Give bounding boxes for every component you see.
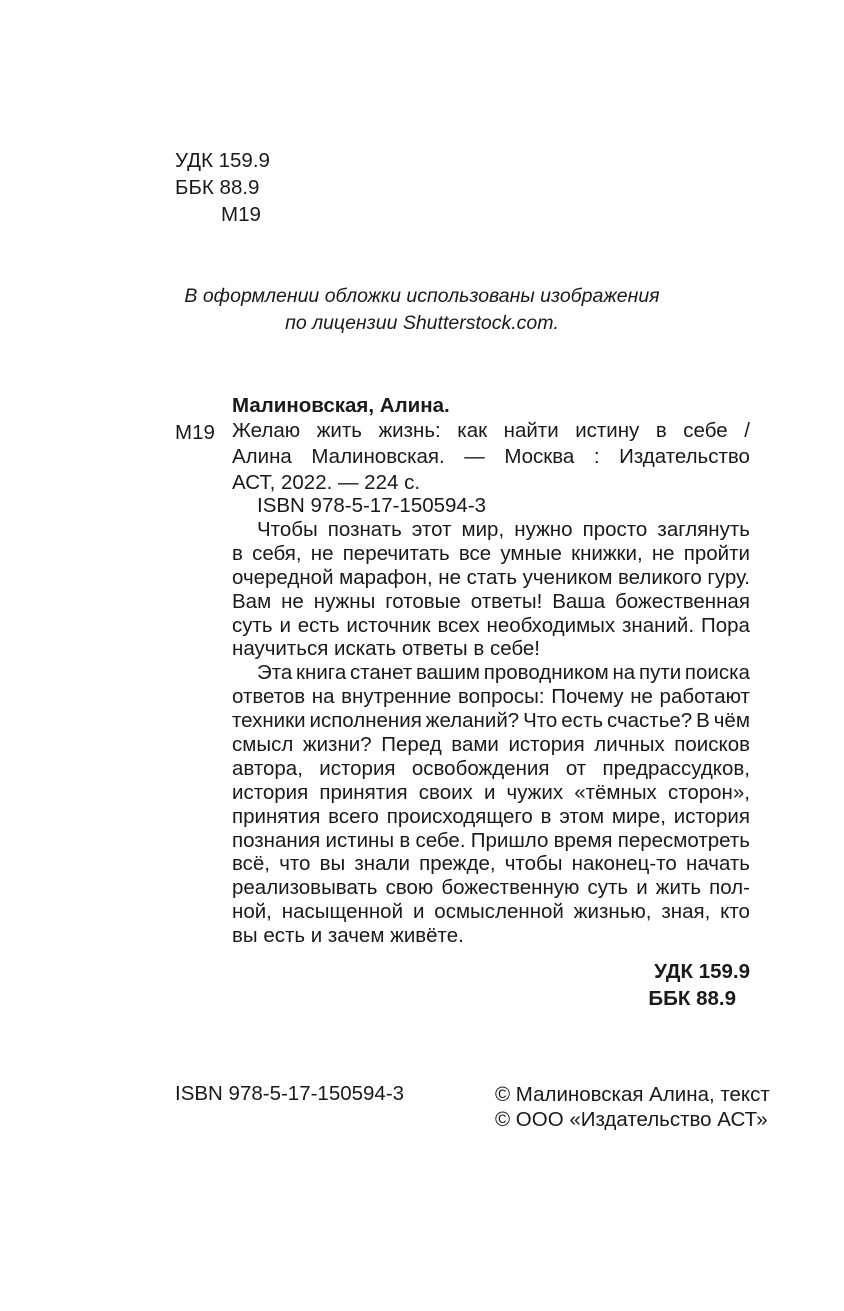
annotation-word: Эта	[257, 661, 293, 685]
copyright-line: © Малиновская Алина, текст	[495, 1083, 770, 1106]
annotation-word: познать	[327, 518, 402, 541]
annotation-word: работают	[659, 685, 750, 709]
annotation-word: не	[438, 565, 462, 589]
annotation-word: станет	[349, 661, 413, 685]
cover-credit-line: В оформлении обложки использованы изображения	[184, 285, 660, 307]
annotation-line	[232, 876, 750, 900]
annotation-word: осмысленной	[434, 900, 564, 924]
annotation-line	[232, 542, 750, 566]
copyright-line: © ООО «Издательство АСТ»	[495, 1108, 768, 1131]
isbn-entry: ISBN 978-5-17-150594-3	[257, 494, 487, 517]
biblio-word: Издательство	[619, 445, 750, 468]
biblio-word: Алина	[232, 445, 292, 468]
annotation-word: принятия	[319, 780, 408, 804]
footer-isbn: ISBN 978-5-17-150594-3	[175, 1082, 405, 1105]
biblio-word: /	[744, 419, 750, 442]
annotation-line	[232, 590, 750, 614]
annotation-word: ответов	[232, 685, 306, 709]
annotation-word: зная,	[661, 900, 711, 924]
author-sign: М19	[221, 203, 261, 226]
author-sign-code: М19	[175, 421, 215, 444]
biblio-word: жить	[316, 419, 362, 442]
bbk-code: ББК 88.9	[648, 987, 736, 1010]
annotation-word: своих	[418, 780, 473, 804]
annotation-word: есть	[297, 613, 340, 637]
annotation-word: Почему	[551, 685, 624, 709]
annotation-word: поиска	[684, 661, 750, 685]
annotation-line: научиться искать ответы в себе!	[232, 637, 540, 661]
annotation-word: Вам	[232, 589, 272, 613]
annotation-word: нужны	[313, 589, 376, 613]
annotation-word: мире,	[611, 804, 666, 828]
annotation-line	[232, 781, 750, 805]
classification-block-bottom	[610, 958, 750, 1012]
annotation-word: истины	[325, 828, 395, 852]
annotation-word: личных	[594, 733, 665, 757]
annotation-word: от	[565, 756, 587, 780]
annotation-word: божественная	[615, 589, 750, 613]
biblio-word: Малиновская.	[311, 445, 445, 468]
annotation-word: пол-	[709, 876, 750, 900]
annotation-word: жить	[655, 876, 701, 900]
annotation-word: перечитать	[342, 541, 450, 565]
annotation-word: просто	[582, 518, 648, 541]
annotation-word: жизнью,	[573, 900, 652, 924]
annotation-word: умные	[500, 541, 562, 565]
annotation-word: знали	[354, 852, 410, 876]
biblio-word: —	[464, 445, 485, 468]
annotation-word: чтобы	[504, 852, 563, 876]
annotation-word: история	[319, 756, 396, 780]
annotation-word: проводником	[483, 661, 609, 685]
annotation-word: «тёмных	[574, 780, 657, 804]
annotation-word: история	[508, 733, 585, 757]
annotation-word: себя,	[252, 541, 302, 565]
annotation-line	[232, 518, 750, 542]
annotation-word: предрассудков,	[602, 756, 750, 780]
annotation-word: готовые	[385, 589, 461, 613]
annotation-line	[232, 614, 750, 638]
annotation-word: не	[651, 541, 675, 565]
annotation-word: смысл	[232, 733, 294, 757]
annotation-word: Пришло	[470, 828, 549, 852]
annotation-word: божественную	[441, 876, 580, 900]
annotation-word: заглянуть	[657, 518, 750, 541]
annotation-line	[232, 900, 750, 924]
biblio-line-3	[232, 470, 750, 496]
annotation-word: нужно	[514, 518, 573, 541]
annotation-word: что	[279, 852, 311, 876]
annotation-word: суть	[587, 876, 629, 900]
annotation-word: пройти	[683, 541, 750, 565]
annotation-line	[232, 661, 750, 685]
annotation-word: вами	[451, 733, 499, 757]
annotation-line	[232, 757, 750, 781]
annotation-word: техники	[232, 709, 306, 733]
annotation-word: не	[281, 589, 304, 613]
annotation-word: освобождения	[411, 756, 550, 780]
annotation-word: себе.	[415, 828, 466, 852]
bibliographic-description	[232, 418, 750, 496]
annotation-word: знаний.	[622, 613, 695, 637]
annotation-word: чужих	[506, 780, 564, 804]
annotation-line	[232, 709, 750, 733]
annotation-word: время	[553, 828, 613, 852]
annotation-word: есть	[561, 709, 604, 733]
annotation-word: на	[612, 661, 636, 685]
annotation-word: всех	[437, 613, 480, 637]
annotation-word: вашим	[415, 661, 481, 685]
annotation-word: в	[232, 541, 243, 565]
annotation-word: ответы!	[470, 589, 543, 613]
biblio-word: Москва	[504, 445, 575, 468]
annotation-word: желаний?	[425, 709, 520, 733]
author-heading: Малиновская, Алина.	[232, 394, 450, 417]
cover-credit	[0, 283, 844, 337]
annotation-word: и	[636, 876, 648, 900]
biblio-word: как	[457, 419, 488, 442]
annotation-word: великого	[618, 565, 702, 589]
biblio-line-1	[232, 418, 750, 444]
annotation-word: познания	[232, 828, 321, 852]
annotation-word: принятия	[232, 804, 321, 828]
annotation-word: жизни?	[302, 733, 372, 757]
annotation-word: Ваша	[552, 589, 606, 613]
biblio-line-2	[232, 444, 750, 470]
annotation-line	[232, 733, 750, 757]
annotation-word: история	[232, 780, 309, 804]
cover-credit-line: по лицензии Shutterstock.com.	[285, 312, 559, 334]
biblio-word: жизнь:	[378, 419, 441, 442]
annotation-word: вопросы:	[457, 685, 545, 709]
annotation-word: не	[310, 541, 334, 565]
classification-block	[175, 147, 270, 228]
annotation-line	[232, 852, 750, 876]
annotation-word: и	[483, 780, 496, 804]
annotation-word: прежде,	[419, 852, 496, 876]
annotation-word: на	[311, 685, 335, 709]
annotation-word: вы	[319, 852, 346, 876]
annotation-word: начать	[686, 852, 750, 876]
annotation-word: стать	[466, 565, 518, 589]
annotation-word: поисков	[674, 733, 750, 757]
annotation-word: чём	[713, 709, 750, 733]
biblio-word: :	[593, 445, 600, 468]
annotation-line	[232, 566, 750, 590]
annotation-word: этом	[559, 804, 605, 828]
biblio-word: найти	[503, 419, 559, 442]
biblio-word: себе	[683, 419, 728, 442]
biblio-imprint: АСТ, 2022. — 224 с.	[232, 471, 421, 494]
annotation-word: наконец-то	[571, 852, 677, 876]
annotation-word: всё,	[232, 852, 271, 876]
bbk-code: ББК 88.9	[175, 176, 260, 199]
annotation-line	[232, 685, 750, 709]
annotation-word: реализовывать	[232, 876, 378, 900]
annotation-line: вы есть и зачем живёте.	[232, 924, 464, 948]
annotation-word: книжки,	[571, 541, 643, 565]
annotation-word: внутренние	[341, 685, 452, 709]
annotation-word: насыщенной	[281, 900, 404, 924]
annotation-word: книга	[296, 661, 347, 685]
annotation-word: необходимых	[486, 613, 616, 637]
annotation-word: исполнения	[309, 709, 422, 733]
annotation-word: пересмотреть	[617, 828, 750, 852]
annotation-word: происходящего	[386, 804, 533, 828]
annotation-word: все	[458, 541, 492, 565]
annotation	[232, 518, 750, 948]
annotation-word: гуру.	[707, 565, 750, 589]
copyright-block	[495, 1082, 770, 1132]
annotation-word: мир,	[461, 518, 505, 541]
annotation-word: очередной	[232, 565, 334, 589]
annotation-word: и	[279, 613, 291, 637]
annotation-word: В	[696, 709, 710, 733]
annotation-word: пути	[638, 661, 682, 685]
annotation-word: сторон»,	[667, 780, 750, 804]
annotation-word: суть	[232, 613, 273, 637]
annotation-word: Что	[523, 709, 558, 733]
annotation-word: этот	[411, 518, 452, 541]
annotation-word: история	[673, 804, 750, 828]
annotation-word: кто	[720, 900, 750, 924]
annotation-word: автора,	[232, 756, 303, 780]
udk-code: УДК 159.9	[175, 149, 270, 172]
annotation-word: свою	[385, 876, 434, 900]
annotation-word: источник	[346, 613, 431, 637]
annotation-word: марафон,	[339, 565, 433, 589]
annotation-word: ной,	[232, 900, 272, 924]
annotation-word: счастье?	[606, 709, 693, 733]
biblio-word: Желаю	[232, 419, 301, 442]
annotation-word: всего	[328, 804, 379, 828]
annotation-word: в	[399, 828, 411, 852]
annotation-word: Пора	[700, 613, 750, 637]
annotation-word: учеником	[522, 565, 613, 589]
annotation-word: Чтобы	[257, 518, 318, 541]
annotation-line	[232, 805, 750, 829]
annotation-word: и	[412, 900, 425, 924]
biblio-word: в	[655, 419, 667, 442]
annotation-word: Перед	[381, 733, 442, 757]
udk-code: УДК 159.9	[654, 960, 750, 983]
annotation-line	[232, 829, 750, 853]
annotation-word: не	[630, 685, 653, 709]
annotation-word: в	[540, 804, 552, 828]
biblio-word: истину	[575, 419, 640, 442]
